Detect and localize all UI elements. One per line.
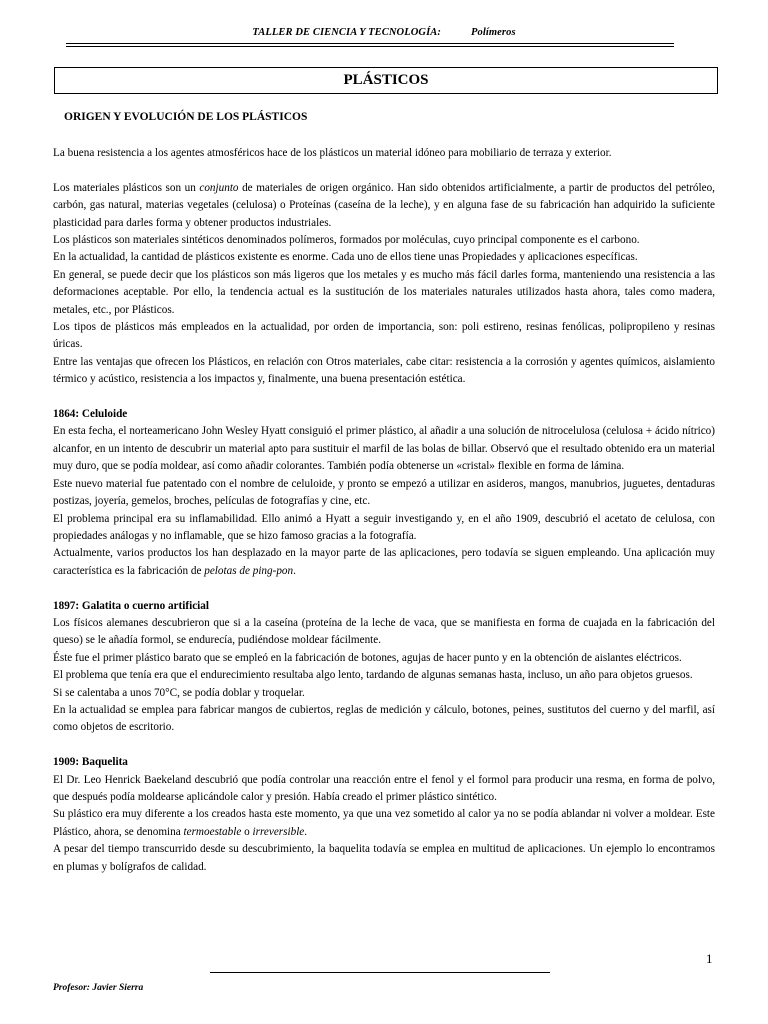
subsection-heading-baquelita: 1909: Baquelita [53, 756, 128, 769]
header-topic: Polímeros [470, 27, 516, 38]
paragraph: El problema que tenía era que el endurecimiento resultaba algo lento, tardando de algunas semanas hasta, incluso, un año para objetos gruesos. [53, 669, 693, 682]
subsection-heading-celuloide: 1864: Celuloide [53, 408, 128, 421]
paragraph: En esta fecha, el norteamericano John Wesley Hyatt consiguió el primer plástico, al añadir a una solución de nitrocelulosa (celulosa + ácido nítrico) alcanfor, en un intento de descubrir un material apto para sustituir el marfil de las bolas de billar. Observó que el resultado obtenido era un material muy duro, que se podía moldear, así como añadir colorantes. También podía obtenerse un «cristal» flexible en forma de lámina. [53, 425, 715, 473]
paragraph: Su plástico era muy diferente a los creados hasta este momento, ya que una vez sometido al calor ya no se podía ablandar ni volver a moldear. Este Plástico, ahora, se denomina termoestable o irreversible. [53, 808, 715, 838]
paragraph: Los materiales plásticos son un conjunto de materiales de origen orgánico. Han sido obtenidos artificialmente, a partir de productos del petróleo, carbón, gas natural, materias vegetales (celulosa) o Proteínas (caseína de la leche), y en alguna fase de su fabricación han adquirido la suficiente plasticidad para darles forma y obtener productos industriales. [53, 181, 715, 229]
footer-author: Profesor: Javier Sierra [53, 983, 144, 993]
page-number: 1 [706, 951, 713, 966]
header-rule-top [66, 43, 674, 44]
footer-rule [210, 972, 550, 973]
paragraph: Este nuevo material fue patentado con el nombre de celuloide, y pronto se empezó a utilizar en asideros, mangos, manubrios, juguetes, dentaduras postizas, joyería, gemelos, broches, películas de fotografías y cine, etc. [53, 477, 715, 508]
paragraph: Si se calentaba a unos 70°C, se podía doblar y troquelar. [53, 686, 305, 699]
paragraph: A pesar del tiempo transcurrido desde su descubrimiento, la baquelita todavía se emplea en multitud de aplicaciones. Un ejemplo lo encontramos en plumas y bolígrafos de calidad. [53, 843, 715, 873]
paragraph: Entre las ventajas que ofrecen los Plásticos, en relación con Otros materiales, cabe citar: resistencia a la corrosión y agentes químicos, aislamiento térmico y acústico, resistencia a los impactos y, finalmente, una buena presentación estética. [53, 355, 715, 386]
paragraph: En la actualidad se emplea para fabricar mangos de cubiertos, reglas de medición y cálculo, botones, peines, sustitutos del cuerno y del marfil, así como objetos de escritorio. [53, 703, 715, 734]
paragraph: Los físicos alemanes descubrieron que si a la caseína (proteína de la leche de vaca, que se manifiesta en forma de cuajada en la fabricación del queso) se le añadía formol, se endurecía, pudiéndose moldear fácilmente. [53, 616, 715, 647]
paragraph: La buena resistencia a los agentes atmosféricos hace de los plásticos un material idóneo para mobiliario de terraza y exterior. [53, 147, 612, 159]
body-text [53, 145, 715, 876]
paragraph: El Dr. Leo Henrick Baekeland descubrió que podía controlar una reacción entre el fenol y el formol para producir una resma, en forma de polvo, que después podía moldearse aplicándole calor y presión. Había creado el primer plástico sintético. [53, 773, 715, 803]
subsection-heading-galatita: 1897: Galatita o cuerno artificial [53, 599, 209, 612]
header-course: TALLER DE CIENCIA Y TECNOLOGÍA: [252, 27, 441, 38]
page-title: PLÁSTICOS [54, 67, 718, 94]
paragraph: Los plásticos son materiales sintéticos denominados polímeros, formados por moléculas, cuyo principal componente es el carbono. [53, 234, 640, 247]
paragraph: El problema principal era su inflamabilidad. Ello animó a Hyatt a seguir investigando y, en el año 1909, descubrió el acetato de celulosa, con propiedades análogas y no inflamable, que se hizo famoso gracias a la fotografía. [53, 512, 715, 542]
page-header [0, 27, 768, 38]
paragraph: En general, se puede decir que los plásticos son más ligeros que los metales y es mucho más fácil darles forma, manteniendo una resistencia a las deformaciones aceptable. Por ello, la tendencia actual es la sustitución de los materiales naturales utilizados hasta ahora, tales como madera, metales, etc., por Plásticos. [53, 268, 715, 316]
paragraph: Éste fue el primer plástico barato que se empleó en la fabricación de botones, agujas de hacer punto y en la obtención de aislantes eléctricos. [53, 651, 682, 664]
paragraph: Actualmente, varios productos los han desplazado en la mayor parte de las aplicaciones, pero todavía se siguen empleando. Una aplicación muy característica es la fabricación de pelotas de ping-pon. [53, 547, 715, 577]
paragraph: En la actualidad, la cantidad de plásticos existente es enorme. Cada uno de ellos tiene unas Propiedades y aplicaciones específicas. [53, 251, 638, 264]
section-title: ORIGEN Y EVOLUCIÓN DE LOS PLÁSTICOS [64, 111, 308, 123]
header-rule-bottom [66, 46, 674, 47]
paragraph: Los tipos de plásticos más empleados en la actualidad, por orden de importancia, son: poli estireno, resinas fenólicas, polipropileno y resinas úricas. [53, 321, 715, 351]
